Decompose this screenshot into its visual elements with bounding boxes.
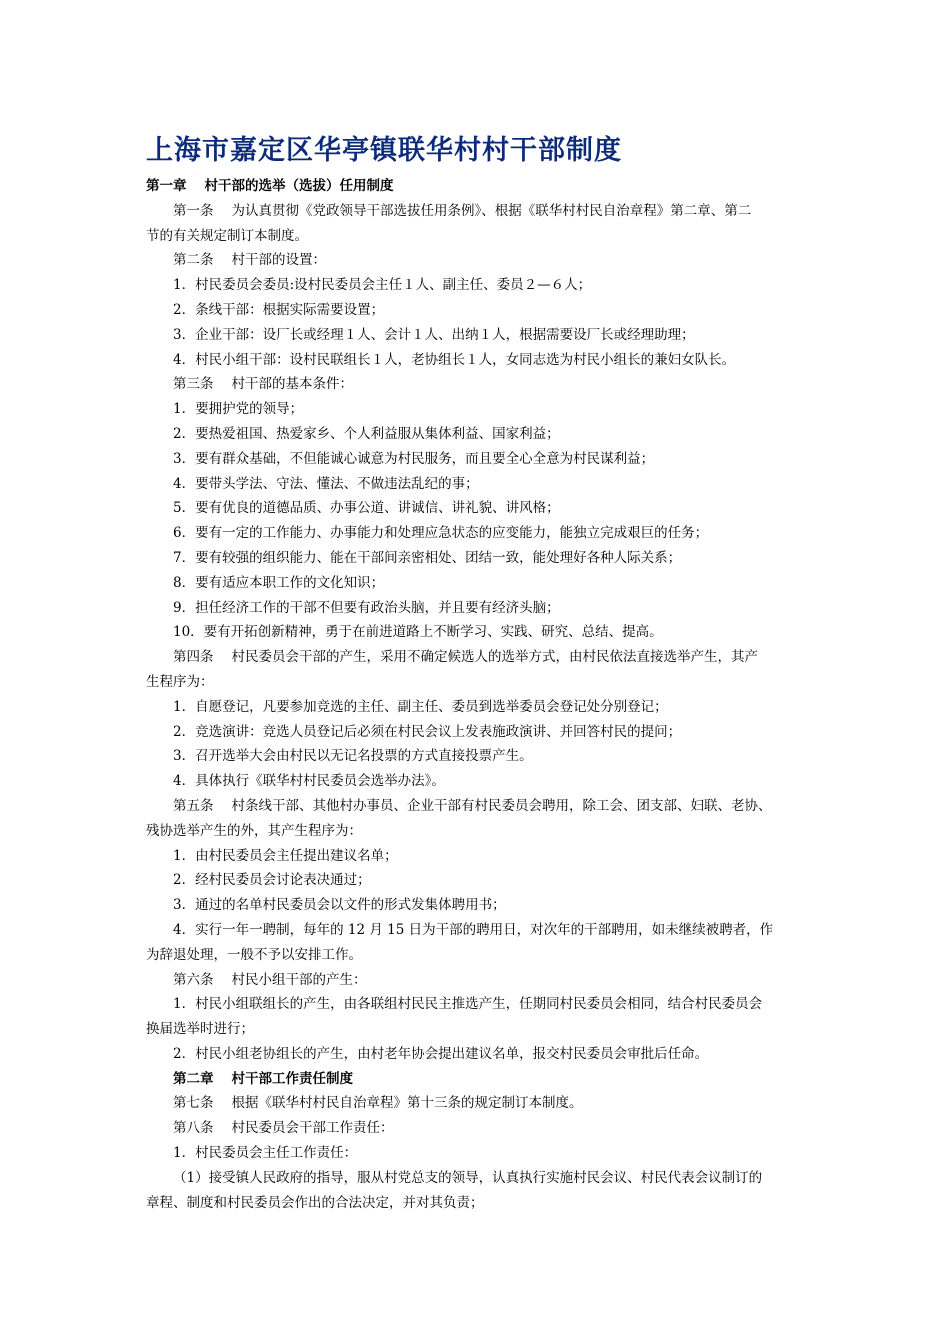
article-text: 村干部的设置： (231, 252, 326, 269)
list-item: 9．担任经济工作的干部不但要有政治头脑，并且要有经济头脑； (173, 599, 560, 616)
list-item: 4．村民小组干部：设村民联组长１人，老协组长１人，女同志选为村民小组长的兼妇女队长。 (173, 351, 736, 368)
article-line (146, 968, 818, 993)
list-item: 3．要有群众基础，不但能诚心诚意为村民服务，而且要全心全意为村民谋利益； (173, 450, 655, 467)
article-text: 村民委员会干部工作责任： (231, 1120, 394, 1137)
sub-item: （1）接受镇人民政府的指导，服从村党总支的领导，认真执行实施村民会议、村民代表会议制订的 (173, 1169, 763, 1186)
list-item: 3．通过的名单村民委员会以文件的形式发集体聘用书； (173, 897, 506, 914)
article-text: 村民委员会干部的产生，采用不确定候选人的选举方式，由村民依法直接选举产生，其产 (231, 649, 758, 666)
list-item: 1．村民小组联组长的产生，由各联组村民民主推选产生，任期同村民委员会相同，结合村民委员会 (173, 996, 763, 1013)
list-item: 1．要拥护党的领导； (173, 401, 304, 418)
sub-item-cont: 章程、制度和村民委员会作出的合法决定，并对其负责； (146, 1194, 484, 1211)
chapter-heading (146, 174, 818, 199)
list-item: 1．村民委员会委员:设村民委员会主任１人、副主任、委员２—６人； (173, 277, 592, 294)
chapter-heading (146, 1067, 818, 1092)
list-item: 1．村民委员会主任工作责任： (173, 1145, 358, 1162)
list-item: 2．条线干部：根据实际需要设置； (173, 301, 385, 318)
article-line (146, 199, 818, 224)
article-number: 第八条 (173, 1120, 214, 1137)
list-item: 4．要带头学法、守法、懂法、不做违法乱纪的事； (173, 475, 479, 492)
chapter-number: 第一章 (146, 178, 187, 194)
article-text: 村条线干部、其他村办事员、企业干部有村民委员会聘用，除工会、团支部、妇联、老协、 (231, 797, 772, 814)
article-text: 村干部的基本条件： (231, 376, 353, 393)
list-item: 2．经村民委员会讨论表决通过； (173, 872, 371, 889)
article-line (146, 645, 818, 670)
article-line (146, 248, 818, 273)
list-item: 8．要有适应本职工作的文化知识； (173, 574, 385, 591)
list-item: 10．要有开拓创新精神，勇于在前进道路上不断学习、实践、研究、总结、提高。 (173, 624, 663, 641)
article-text-cont: 节的有关规定制订本制度。 (146, 227, 308, 244)
list-item: 2．村民小组老协组长的产生，由村老年协会提出建议名单，报交村民委员会审批后任命。 (173, 1045, 709, 1062)
article-line (146, 372, 818, 397)
chapter-name: 村干部的选举（选拔）任用制度 (204, 178, 394, 194)
article-line (146, 1091, 818, 1116)
article-line (146, 1116, 818, 1141)
chapter-number: 第二章 (173, 1070, 214, 1087)
chapter-name: 村干部工作责任制度 (231, 1070, 353, 1087)
article-text-cont: 残协选举产生的外，其产生程序为： (146, 822, 362, 839)
list-item: 1．由村民委员会主任提出建议名单； (173, 847, 398, 864)
list-item-cont: 为辞退处理，一般不予以安排工作。 (146, 946, 362, 963)
list-item: 1．自愿登记，凡要参加竞选的主任、副主任、委员到选举委员会登记处分别登记； (173, 698, 668, 715)
article-number: 第一条 (173, 202, 214, 219)
article-number: 第三条 (173, 376, 214, 393)
document-title: 上海市嘉定区华亭镇联华村村干部制度 (146, 135, 622, 166)
list-item: 6．要有一定的工作能力、办事能力和处理应急状态的应变能力，能独立完成艰巨的任务； (173, 525, 709, 542)
list-item: 2．要热爱祖国、热爱家乡、个人利益服从集体利益、国家利益； (173, 425, 560, 442)
list-item-cont: 换届选举时进行； (146, 1021, 254, 1038)
article-number: 第四条 (173, 649, 214, 666)
list-item: 5．要有优良的道德品质、办事公道、讲诚信、讲礼貌、讲风格； (173, 500, 560, 517)
list-item: 3．企业干部：设厂长或经理１人、会计１人、出纳１人，根据需要设厂长或经理助理； (173, 326, 695, 343)
article-number: 第七条 (173, 1095, 214, 1112)
article-number: 第五条 (173, 797, 214, 814)
list-item: 2．竞选演讲：竞选人员登记后必须在村民会议上发表施政演讲、并回答村民的提问； (173, 723, 682, 740)
list-item: 7．要有较强的组织能力、能在干部间亲密相处、团结一致，能处理好各种人际关系； (173, 549, 682, 566)
article-text-cont: 生程序为： (146, 673, 214, 690)
document-body (146, 174, 818, 1215)
article-text: 根据《联华村村民自治章程》第十三条的规定制订本制度。 (231, 1095, 583, 1112)
article-number: 第六条 (173, 971, 214, 988)
list-item: 4．具体执行《联华村村民委员会选举办法》。 (173, 773, 445, 790)
article-text: 村民小组干部的产生： (231, 971, 367, 988)
article-number: 第二条 (173, 252, 214, 269)
list-item: 3．召开选举大会由村民以无记名投票的方式直接投票产生。 (173, 748, 533, 765)
list-item: 4．实行一年一聘制，每年的 12 月 15 日为干部的聘用日，对次年的干部聘用，如未继续被聘者，作 (173, 921, 774, 938)
article-text: 为认真贯彻《党政领导干部选拔任用条例》、根据《联华村村民自治章程》第二章、第二 (231, 202, 752, 219)
article-line (146, 794, 818, 819)
